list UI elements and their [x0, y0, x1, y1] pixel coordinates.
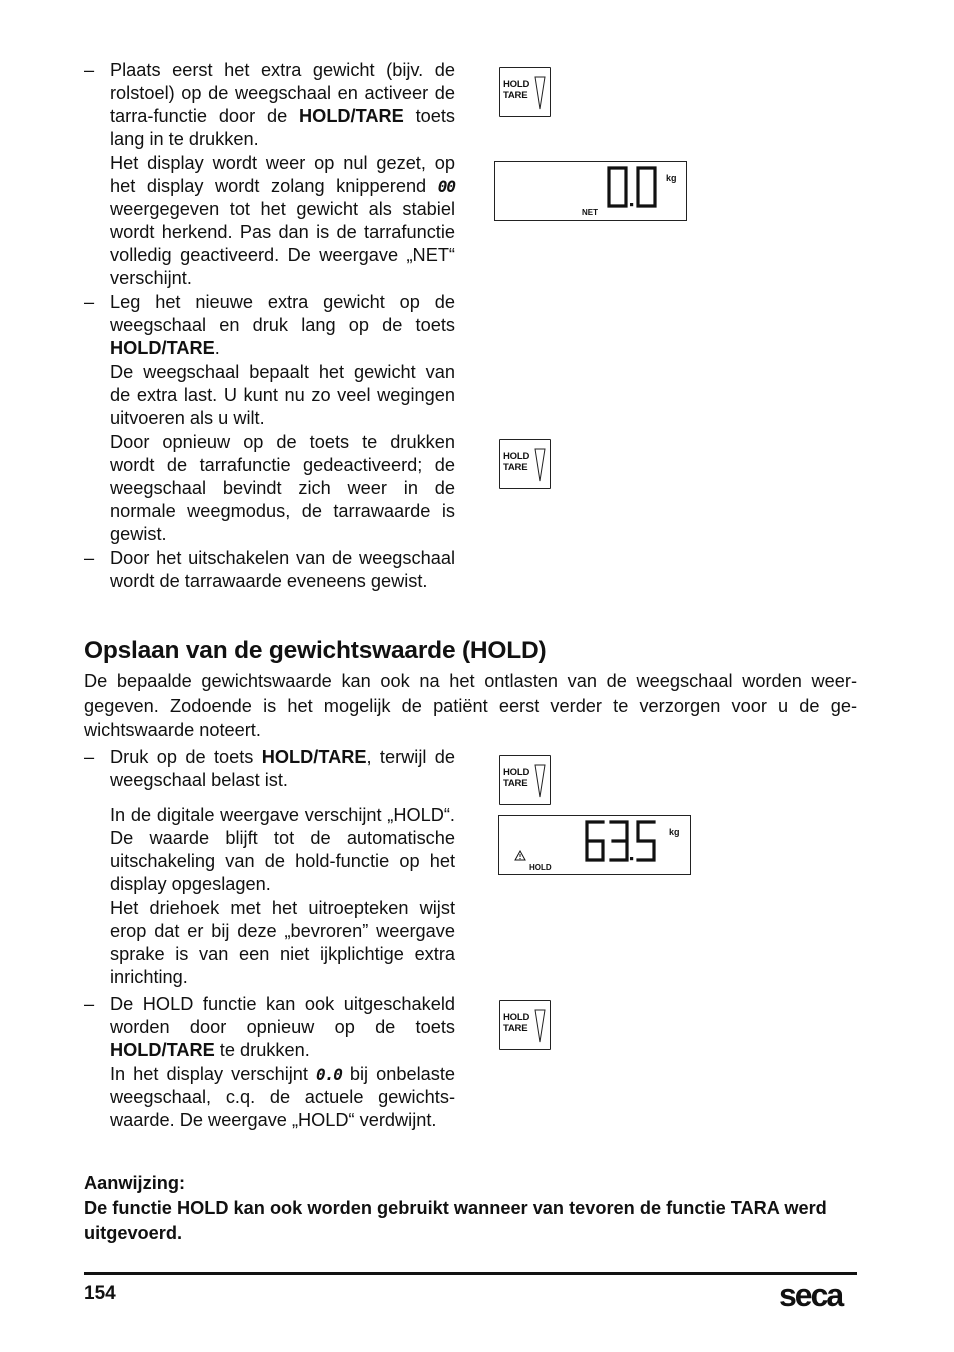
key-name-bold: HOLD/TARE	[110, 1040, 215, 1060]
list-dash: –	[84, 747, 95, 767]
page-number: 154	[84, 1283, 116, 1304]
paragraph	[110, 993, 455, 1062]
paragraph: Door opnieuw op de toets te drukken wordt de tarrafunctie gedeactiveerd; de weegschaal bevindt zich weer in de normale weegmodus, de tarrawaarde is gewist.	[110, 432, 455, 544]
key-label-tare: TARE	[503, 462, 528, 473]
list-item	[84, 993, 455, 1132]
seca-logo	[779, 1272, 859, 1312]
seca-logo-text: seca	[779, 1277, 843, 1312]
key-label-hold: HOLD	[503, 79, 530, 90]
key-label-tare: TARE	[503, 90, 528, 101]
text-run: Het display wordt weer op nul gezet, op het display wordt zolang knipperend	[110, 153, 455, 196]
display-unit: kg	[666, 173, 677, 183]
hold-tare-key-icon	[499, 439, 551, 489]
text-run: Druk op de toets	[110, 747, 262, 767]
section-heading: Opslaan van de gewichtswaarde (HOLD)	[84, 637, 547, 664]
hold-tare-key-icon	[499, 755, 551, 805]
key-label-tare: TARE	[503, 1023, 528, 1034]
note	[84, 1171, 857, 1246]
scale-display-net	[494, 161, 687, 221]
text-run: weergegeven tot het gewicht als stabiel wordt herkend. Pas dan is de tarrafunctie volledig geactiveerd. De weergave „NET“ verschijnt.	[110, 199, 455, 288]
key-label-hold: HOLD	[503, 451, 530, 462]
footer-divider	[84, 1272, 857, 1275]
text-run: toets lang in te drukken.	[110, 106, 455, 149]
paragraph	[110, 291, 455, 360]
key-label-tare: TARE	[503, 778, 528, 789]
list-dash: –	[84, 60, 95, 80]
paragraph: Het driehoek met het uitroepteken wijst erop dat er bij deze „bevroren” weergave sprake is van een niet ijkplichtige extra inrichting.	[110, 898, 455, 987]
paragraph	[110, 152, 455, 290]
key-name-bold: HOLD/TARE	[299, 106, 404, 126]
note-text: De functie HOLD kan ook worden gebruikt wanneer van tevoren de functie TARA werd uitgevoerd.	[84, 1198, 827, 1243]
text-run: te drukken.	[214, 1040, 310, 1060]
text-run: Leg het nieuwe extra gewicht op de weegschaal en druk lang op de toets	[110, 292, 455, 335]
text-run: .	[214, 338, 220, 358]
display-status-net: NET	[582, 208, 598, 217]
text-run: De HOLD functie kan ook uitgeschakeld worden door opnieuw op de toets	[110, 994, 455, 1037]
segment-digits: 0.0	[315, 1065, 342, 1084]
paragraph: Door het uitschakelen van de weegschaal wordt de tarrawaarde eveneens gewist.	[110, 548, 455, 591]
section-intro: De bepaalde gewichtswaarde kan ook na het ontlasten van de weegschaal worden weergegeven. Zodoende is het mogelijk de patiënt eerst verder te verzorgen voor u de gewichtswaarde noteert.	[84, 671, 857, 740]
list-item	[84, 291, 455, 546]
list-item	[84, 59, 455, 290]
finger-press-icon	[534, 448, 546, 482]
text-run: Plaats eerst het extra gewicht (bijv. de rolstoel) op de weegschaal en activeer de tarra-functie door de	[110, 60, 455, 126]
seven-segment-readout	[499, 816, 692, 876]
hold-tare-key-icon	[499, 67, 551, 117]
paragraph: De weegschaal bepaalt het gewicht van de extra last. U kunt nu zo veel wegingen uitvoeren als u wilt.	[110, 362, 455, 428]
list-dash: –	[84, 994, 95, 1014]
finger-press-icon	[534, 1009, 546, 1043]
list-dash: –	[84, 292, 95, 312]
hold-tare-key-icon	[499, 1000, 551, 1050]
key-name-bold: HOLD/TARE	[110, 338, 215, 358]
scale-display-hold	[498, 815, 691, 875]
paragraph	[110, 746, 455, 792]
finger-press-icon	[534, 76, 546, 110]
key-label-hold: HOLD	[503, 1012, 530, 1023]
text-run: , terwijl de weegschaal belast ist.	[110, 747, 455, 790]
display-status-hold: HOLD	[529, 863, 552, 872]
display-unit: kg	[669, 827, 680, 837]
paragraph	[110, 59, 455, 151]
text-run: In het display verschijnt	[110, 1064, 316, 1084]
paragraph	[110, 1063, 455, 1132]
key-label-hold: HOLD	[503, 767, 530, 778]
key-name-bold: HOLD/TARE	[261, 747, 367, 767]
list-dash: –	[84, 548, 95, 568]
note-label: Aanwijzing:	[84, 1173, 186, 1193]
segment-digits: 00	[437, 177, 455, 196]
warning-triangle-icon	[515, 851, 525, 860]
text-run: bij onbelaste weegschaal, c.q. de actuele gewichtswaarde. De weergave „HOLD“ verdwijnt.	[110, 1064, 455, 1130]
paragraph: In de digitale weergave verschijnt „HOLD“. De waarde blijft tot de automatische uitschakeling van de hold-functie op het display opgeslagen.	[110, 805, 455, 894]
list-item	[84, 547, 455, 593]
list-item	[84, 746, 455, 989]
finger-press-icon	[534, 764, 546, 798]
